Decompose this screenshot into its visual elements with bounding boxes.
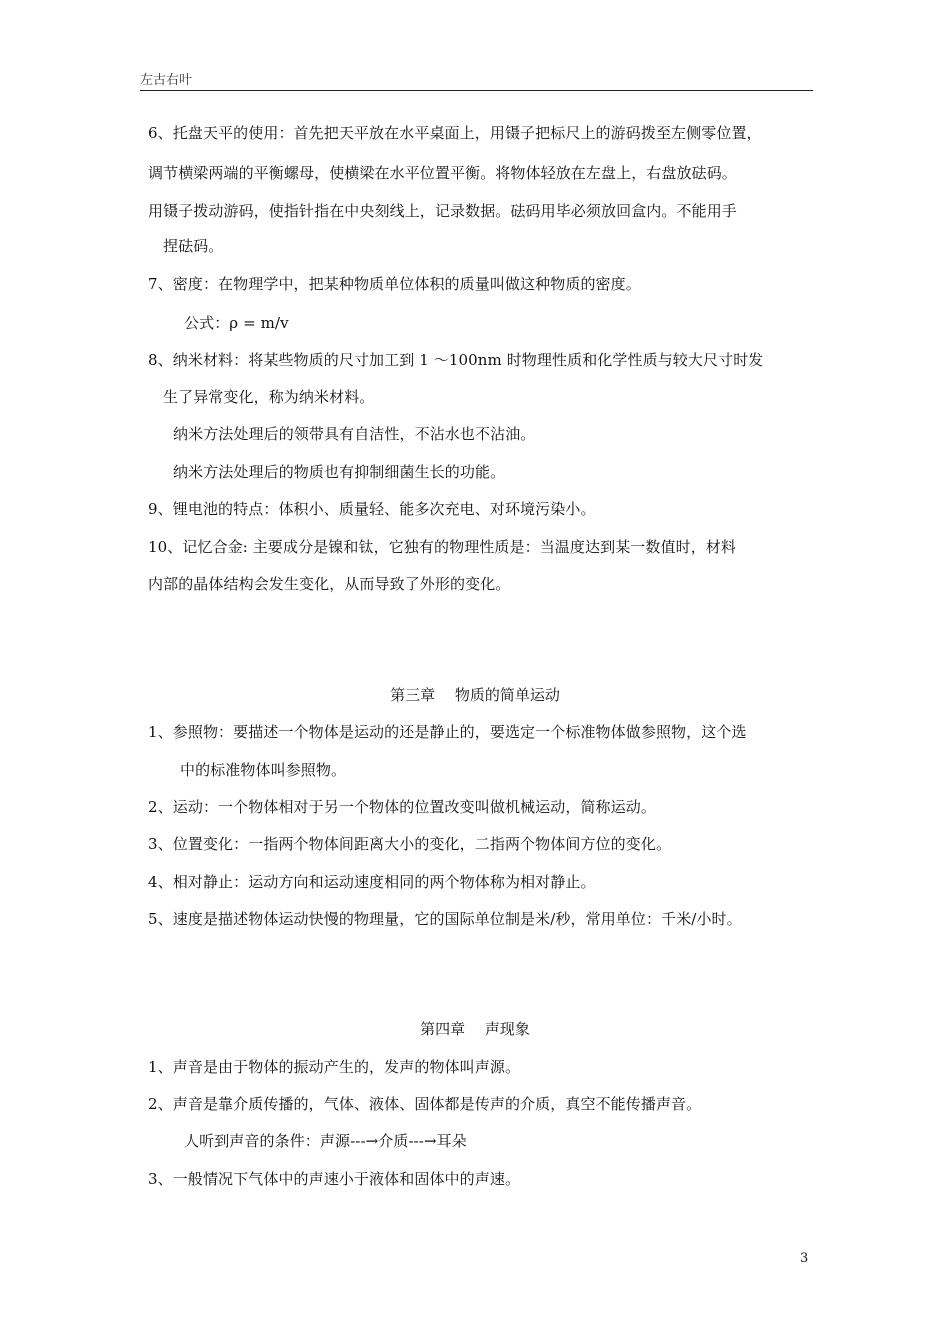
text-line: 1、声音是由于物体的振动产生的，发声的物体叫声源。 bbox=[148, 1058, 521, 1076]
text-line: 纳米方法处理后的领带具有自洁性，不沾水也不沾油。 bbox=[173, 425, 536, 443]
text-line: 3、一般情况下气体中的声速小于液体和固体中的声速。 bbox=[148, 1170, 521, 1188]
chapter-heading: 第四章 声现象 bbox=[420, 1020, 530, 1038]
text-line: 4、相对静止：运动方向和运动速度相同的两个物体称为相对静止。 bbox=[148, 873, 596, 891]
text-line: 2、声音是靠介质传播的，气体、液体、固体都是传声的介质，真空不能传播声音。 bbox=[148, 1095, 702, 1113]
page-header bbox=[140, 73, 813, 91]
text-line: 人听到声音的条件：声源---→介质---→耳朵 bbox=[184, 1132, 467, 1150]
text-line: 6、托盘天平的使用：首先把天平放在水平桌面上，用镊子把标尺上的游码拨至左侧零位置， bbox=[148, 124, 762, 142]
text-line: 9、锂电池的特点：体积小、质量轻、能多次充电、对环境污染小。 bbox=[148, 500, 596, 518]
page-number: 3 bbox=[800, 1251, 809, 1266]
text-line: 中的标准物体叫参照物。 bbox=[180, 761, 347, 779]
text-line: 5、速度是描述物体运动快慢的物理量，它的国际单位制是米/秒，常用单位：千米/小时。 bbox=[148, 910, 742, 928]
text-line: 3、位置变化：一指两个物体间距离大小的变化，二指两个物体间方位的变化。 bbox=[148, 835, 672, 853]
text-line: 10、记忆合金: 主要成分是镍和钛，它独有的物理性质是：当温度达到某一数值时，材料 bbox=[148, 538, 737, 556]
text-line: 生了异常变化，称为纳米材料。 bbox=[163, 388, 375, 406]
text-line: 8、纳米材料：将某些物质的尺寸加工到 1 ～100nm 时物理性质和化学性质与较大尺寸时发 bbox=[148, 351, 764, 369]
formula-line: 公式：ρ = m/v bbox=[184, 314, 289, 332]
chapter-heading: 第三章 物质的简单运动 bbox=[390, 686, 560, 704]
text-line: 内部的晶体结构会发生变化，从而导致了外形的变化。 bbox=[148, 575, 511, 593]
text-line: 捏砝码。 bbox=[163, 237, 224, 255]
text-line: 调节横梁两端的平衡螺母，使横梁在水平位置平衡。将物体轻放在左盘上，右盘放砝码。 bbox=[148, 164, 737, 182]
text-line: 7、密度：在物理学中，把某种物质单位体积的质量叫做这种物质的密度。 bbox=[148, 275, 641, 293]
text-line: 用镊子拨动游码，使指针指在中央刻线上，记录数据。砝码用毕必须放回盒内。不能用手 bbox=[148, 202, 737, 220]
text-line: 纳米方法处理后的物质也有抑制细菌生长的功能。 bbox=[173, 463, 506, 481]
text-line: 2、运动：一个物体相对于另一个物体的位置改变叫做机械运动，简称运动。 bbox=[148, 798, 656, 816]
header-text: 左古右叶 bbox=[140, 73, 193, 88]
text-line: 1、参照物：要描述一个物体是运动的还是静止的，要选定一个标准物体做参照物，这个选 bbox=[148, 723, 747, 741]
